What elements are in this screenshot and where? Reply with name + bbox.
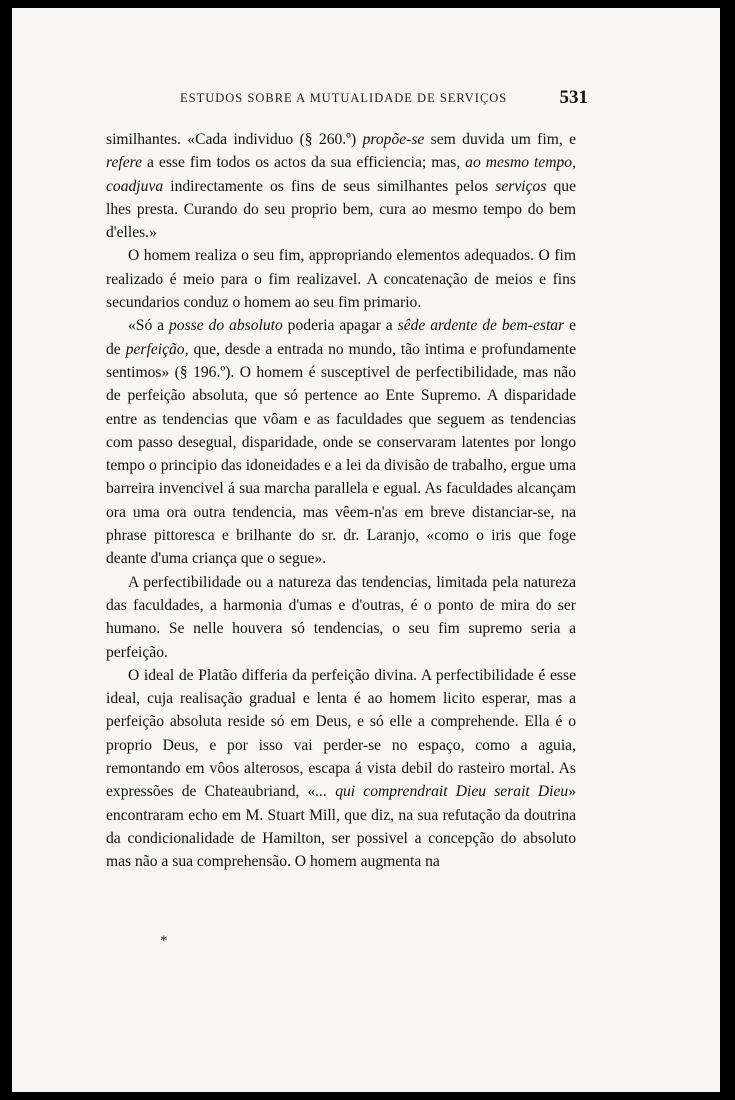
page-header — [12, 88, 720, 118]
italic-run: serviços — [495, 177, 547, 195]
italic-run: sêde ardente de bem-estar — [397, 317, 565, 335]
text-run: que lhes presta. Curando do seu proprio bem, cura ao mesmo tempo do bem d'elles.» — [106, 177, 576, 242]
text-run: O ideal de Platão differia da perfeição divina. A perfectibilidade é esse ideal, cuja realisação gradual e lenta é ao homem licito esperar, mas a perfeição absoluta reside só em Deus, e só elle a comprehende. Ella é o proprio Deus, e por isso vai perder-se no espaço, como a aguia, remontando em vôos alterosos, escapa á vista debil do rasteiro mortal. As expressões de Chateaubriand, « — [106, 666, 576, 801]
body-text — [106, 128, 576, 874]
paragraph — [106, 244, 576, 314]
running-title: ESTUDOS SOBRE A MUTUALIDADE DE SERVIÇOS — [180, 91, 508, 105]
text-run: e de — [106, 317, 577, 358]
text-run: a esse fim todos os actos da sua efficiencia; mas, — [142, 154, 466, 172]
paragraph — [106, 664, 576, 874]
page-number: 531 — [559, 87, 588, 108]
text-run: similhantes. «Cada individuo (§ 260.º) — [106, 131, 363, 148]
text-run: que, desde a entrada no mundo, tão intima e profundamente sentimos» (§ 196.º). O homem é susceptivel de perfectibilidade, mas não de perfeição absoluta, que só pertence ao Ente Supremo. A disparidade entre as tendencias que vôam e as faculdades que seguem as tendencias com passo desegual, disparidade, onde se conservaram latentes por longo tempo o principio das idoneidades e a lei da divisão de trabalho, ergue uma barreira invencivel á sua marcha parallela e egual. As faculdades alcançam ora uma ora outra tendencia, mas vêem-n'as em breve distanciar-se, na phrase pittoresca e brilhante do sr. dr. Laranjo, «como o iris que foge deante d'uma criança que o segue». — [106, 340, 576, 568]
paragraph — [106, 128, 576, 244]
italic-run: refere — [106, 154, 143, 172]
italic-run: propõe-se — [362, 131, 425, 148]
text-run: O homem realiza o seu fim, appropriando elementos adequados. O fim realizado é meio para o fim realizavel. A concatenação de meios e fins secundarios conduz o homem ao seu fim primario. — [106, 247, 576, 312]
text-run: sem duvida um fim, e — [424, 131, 576, 148]
book-page — [12, 8, 720, 1092]
italic-run: perfeição, — [125, 340, 189, 358]
text-run: indirectamente os fins de seus similhantes pelos — [163, 177, 496, 195]
text-run: » encontraram echo em M. Stuart Mill, que diz, na sua refutação da doutrina da condicionalidade de Hamilton, ser possivel a concepção do absoluto mas não a sua comprehensão. O homem augmenta na — [106, 783, 576, 871]
text-run: «Só a — [128, 317, 169, 335]
paragraph — [106, 571, 576, 664]
paragraph — [106, 314, 576, 570]
signature-mark: * — [160, 933, 168, 949]
italic-run: ao mesmo tempo, coadjuva — [106, 154, 576, 195]
text-run: A perfectibilidade ou a natureza das tendencias, limitada pela natureza das faculdades, a harmonia d'umas e d'outras, é o ponto de mira do ser humano. Se nelle houvera só tendencias, o seu fim supremo seria a perfeição. — [106, 573, 576, 661]
italic-run: ... qui comprendrait Dieu serait Dieu — [315, 783, 569, 801]
text-run: poderia apagar a — [282, 317, 398, 335]
italic-run: posse do absoluto — [169, 317, 283, 335]
